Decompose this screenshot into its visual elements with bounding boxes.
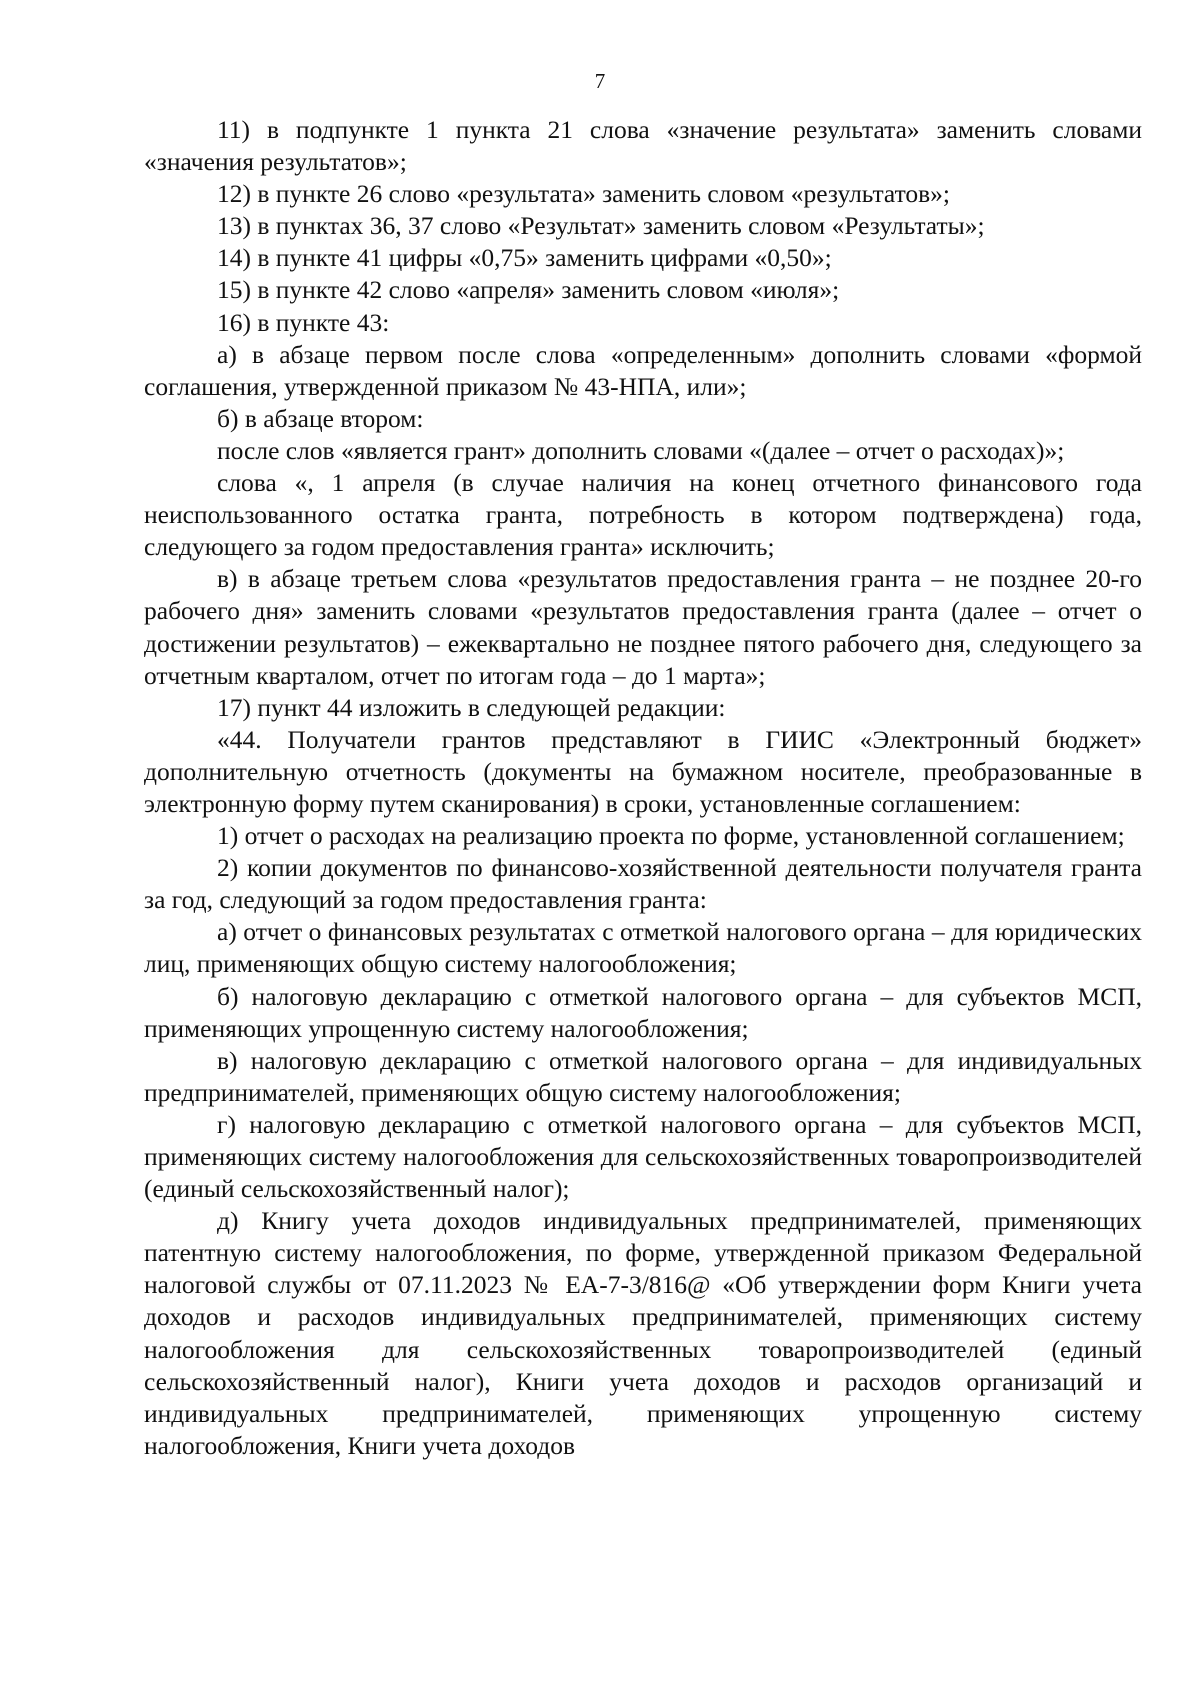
paragraph-item-12: 12) в пункте 26 слово «результата» заменить словом «результатов»; — [217, 179, 951, 209]
paragraph-item-11: 11) в подпункте 1 пункта 21 слова «значение результата» заменить словами «значения результатов»; — [144, 115, 1142, 177]
paragraph-44-subitem-2g: г) налоговую декларацию с отметкой налогового органа – для субъектов МСП, применяющих систему налогообложения для сельскохозяйственных товаропроизводителей (единый сельскохозяйственный налог); — [144, 1109, 1142, 1204]
paragraph-item-13: 13) в пунктах 36, 37 слово «Результат» заменить словом «Результаты»; — [217, 211, 985, 241]
paragraph-item-16: 16) в пункте 43: — [217, 307, 390, 337]
paragraph-44-subitem-2b: б) налоговую декларацию с отметкой налогового органа – для субъектов МСП, применяющих упрощенную систему налогообложения; — [144, 981, 1142, 1043]
paragraph-item-16v: в) в абзаце третьем слова «результатов предоставления гранта – не позднее 20-го рабочего дня» заменить словами «результатов предоставления гранта (далее – отчет о достижении результатов) – ежеквартально не позднее пятого рабочего дня, следующего за отчетным кварталом, отчет по итогам года – до 1 марта»; — [144, 564, 1142, 690]
document-body — [144, 114, 1142, 1462]
paragraph-16b-first-change: после слов «является грант» дополнить словами «(далее – отчет о расходах)»; — [217, 435, 1065, 465]
paragraph-44-subitem-2: 2) копии документов по финансово-хозяйственной деятельности получателя гранта за год, следующий за годом предоставления гранта: — [144, 853, 1142, 915]
paragraph-44-subitem-2a: а) отчет о финансовых результатах с отметкой налогового органа – для юридических лиц, применяющих общую систему налогообложения; — [144, 917, 1142, 979]
paragraph-16b-second-change: слова «, 1 апреля (в случае наличия на конец отчетного финансового года неиспользованного остатка гранта, потребность в котором подтверждена) года, следующего за годом предоставления гранта» исключить; — [144, 468, 1142, 562]
paragraph-item-16a: а) в абзаце первом после слова «определенным» дополнить словами «формой соглашения, утвержденной приказом № 43-НПА, или»; — [144, 339, 1142, 401]
page-number: 7 — [594, 69, 606, 93]
paragraph-44-subitem-1: 1) отчет о расходах на реализацию проекта по форме, установленной соглашением; — [217, 821, 1125, 851]
paragraph-item-15: 15) в пункте 42 слово «апреля» заменить словом «июля»; — [217, 275, 840, 305]
paragraph-44-subitem-2d: д) Книгу учета доходов индивидуальных предпринимателей, применяющих патентную систему налогообложения, по форме, утвержденной приказом Федеральной налоговой службы от 07.11.2023 № ЕА-7-3/816@ «Об утверждении форм Книги учета доходов и расходов индивидуальных предпринимателей, применяющих систему налогообложения для сельскохозяйственных товаропроизводителей (единый сельскохозяйственный налог), Книги учета доходов и расходов организаций и индивидуальных предпринимателей, применяющих упрощенную систему налогообложения, Книги учета доходов — [144, 1206, 1142, 1460]
paragraph-point-44: «44. Получатели грантов представляют в ГИИС «Электронный бюджет» дополнительную отчетность (документы на бумажном носителе, преобразованные в электронную форму путем сканирования) в сроки, установленные соглашением: — [144, 724, 1142, 818]
paragraph-item-14: 14) в пункте 41 цифры «0,75» заменить цифрами «0,50»; — [217, 243, 832, 273]
paragraph-item-17: 17) пункт 44 изложить в следующей редакции: — [217, 692, 726, 722]
paragraph-44-subitem-2v: в) налоговую декларацию с отметкой налогового органа – для индивидуальных предпринимателей, применяющих общую систему налогообложения; — [144, 1045, 1142, 1107]
paragraph-item-16b: б) в абзаце втором: — [217, 403, 424, 433]
